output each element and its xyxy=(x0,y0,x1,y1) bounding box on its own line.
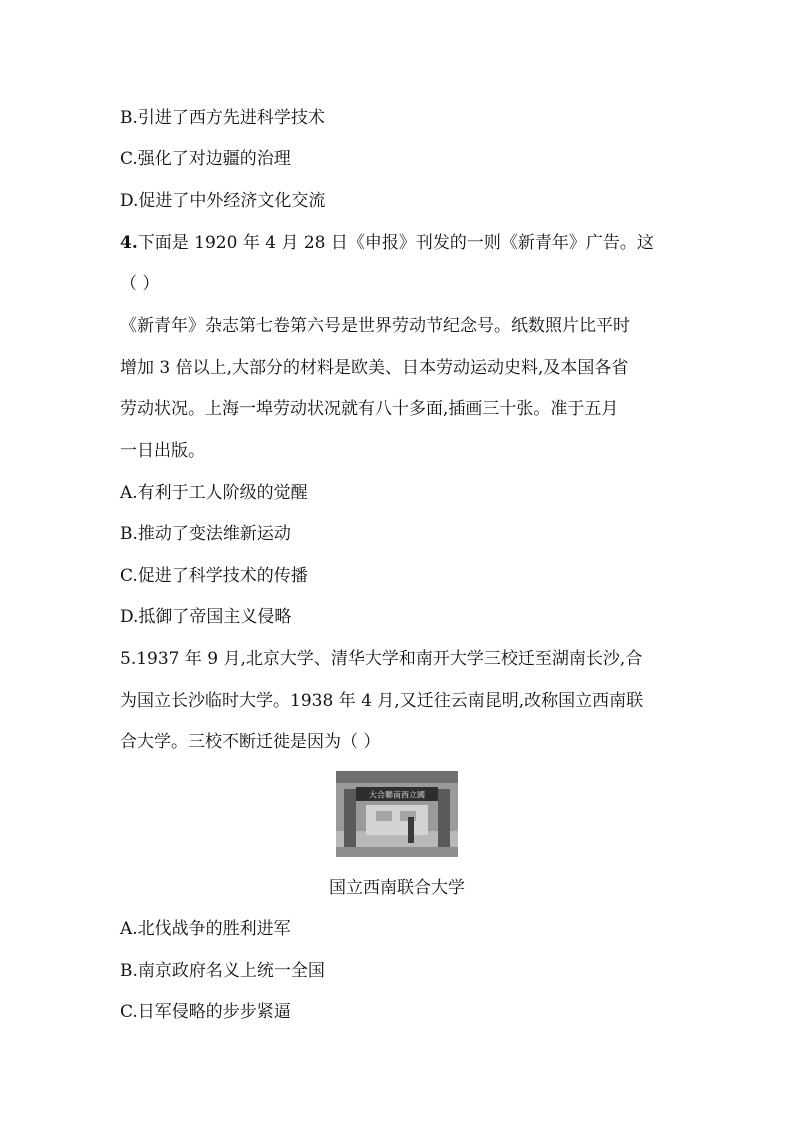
q4-stem-line1 xyxy=(120,231,654,255)
q4-number: 4. xyxy=(120,233,138,253)
q4-material-line3: 劳动状况。上海一埠劳动状况就有八十多面,插画三十张。准于五月 xyxy=(120,399,619,419)
q4-option-c: C.促进了科学技术的传播 xyxy=(120,566,308,586)
university-gate-photo xyxy=(336,771,458,857)
q3-option-c: C.强化了对边疆的治理 xyxy=(120,149,291,169)
q4-option-b: B.推动了变法维新运动 xyxy=(120,524,291,544)
q4-option-a: A.有利于工人阶级的觉醒 xyxy=(120,483,308,503)
q5-stem-line1: 5.1937 年 9 月,北京大学、清华大学和南开大学三校迁至湖南长沙,合 xyxy=(120,649,643,669)
q3-option-d: D.促进了中外经济文化交流 xyxy=(120,191,326,211)
q5-stem-line3: 合大学。三校不断迁徙是因为（ ） xyxy=(120,732,381,752)
q5-option-a: A.北伐战争的胜利进军 xyxy=(120,919,291,939)
q5-option-b: B.南京政府名义上统一全国 xyxy=(120,961,325,981)
photo-caption: 国立西南联合大学 xyxy=(329,878,465,898)
q4-material-line1: 《新青年》杂志第七卷第六号是世界劳动节纪念号。纸数照片比平时 xyxy=(120,316,630,336)
q4-stem-text: 下面是 1920 年 4 月 28 日《申报》刊发的一则《新青年》广告。这 xyxy=(137,233,654,253)
q4-stem-line2: （ ） xyxy=(120,274,160,294)
q5-option-c: C.日军侵略的步步紧逼 xyxy=(120,1002,291,1022)
q3-option-b: B.引进了西方先进科学技术 xyxy=(120,108,325,128)
gate-sign-text: 大合聯南西立國 xyxy=(369,790,425,800)
q5-stem-line2: 为国立长沙临时大学。1938 年 4 月,又迁往云南昆明,改称国立西南联 xyxy=(120,691,644,711)
q4-option-d: D.抵御了帝国主义侵略 xyxy=(120,607,292,627)
q4-material-line4: 一日出版。 xyxy=(120,441,205,461)
q4-material-line2: 增加 3 倍以上,大部分的材料是欧美、日本劳动运动史料,及本国各省 xyxy=(120,358,629,378)
